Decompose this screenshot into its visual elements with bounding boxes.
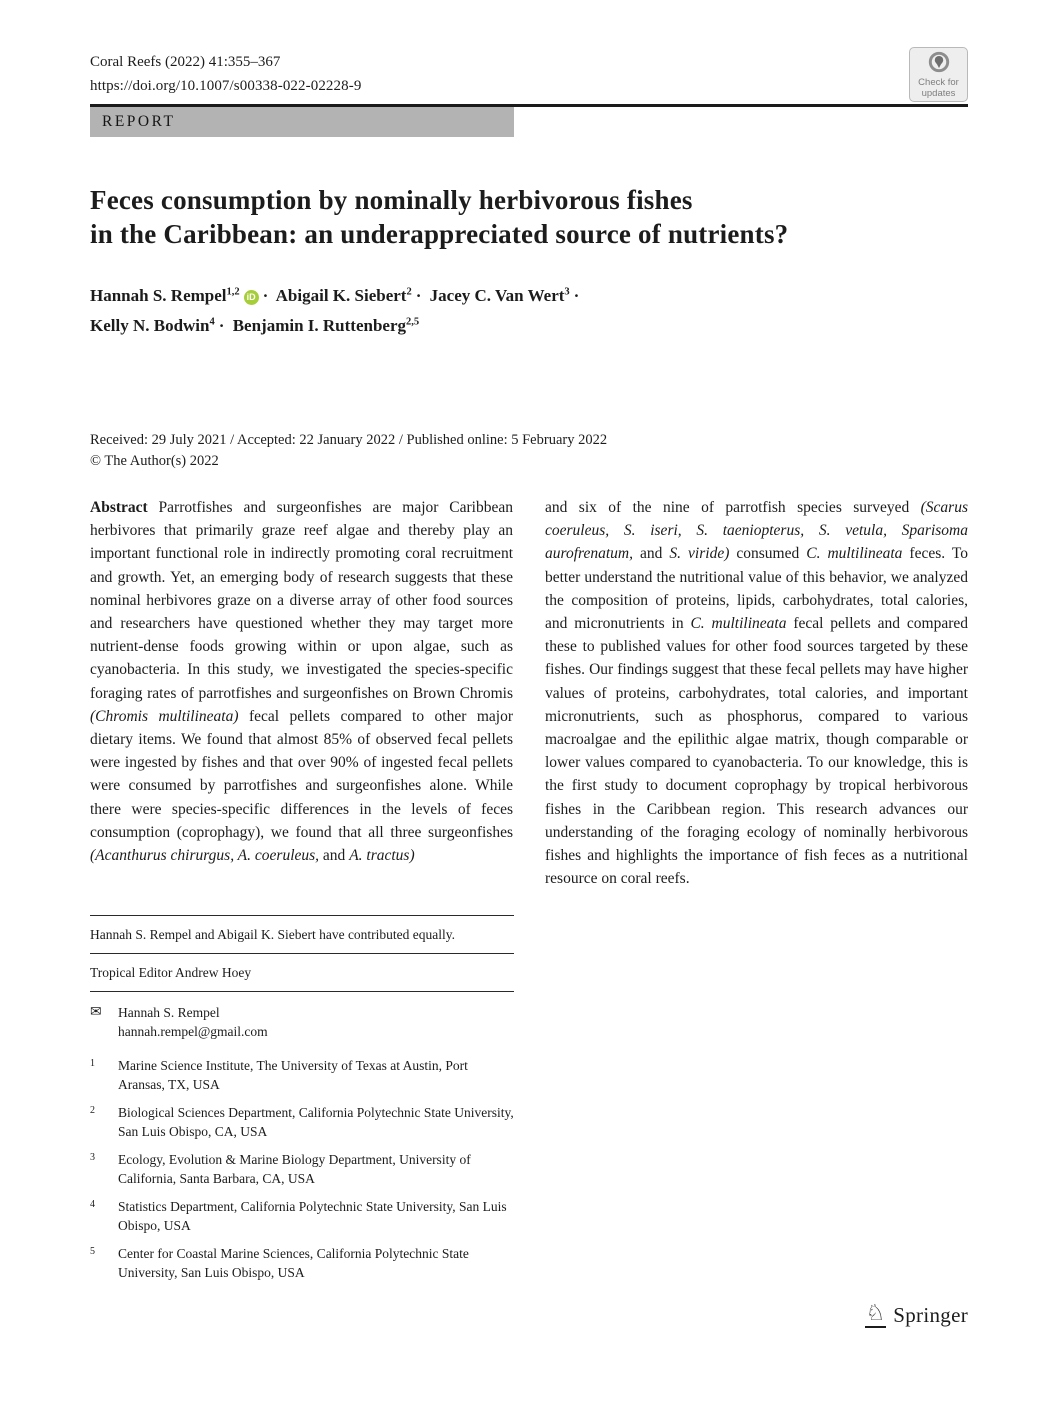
author-separator: ·: [262, 285, 269, 305]
author-name: Abigail K. Siebert: [275, 285, 407, 305]
author: [90, 316, 215, 335]
author: [233, 316, 419, 335]
title-line2: in the Caribbean: an underappreciated source of nutrients?: [90, 219, 789, 249]
affiliation-list: [90, 1056, 514, 1282]
affiliation-number: 2: [90, 1105, 95, 1116]
affiliation-text: Biological Sciences Department, California Polytechnic State University, San Luis Obispo, CA, USA: [118, 1105, 514, 1139]
affiliation-number: 1: [90, 1058, 95, 1069]
doi-link[interactable]: https://doi.org/10.1007/s00338-022-02228-9: [90, 78, 362, 94]
footnote-block: [90, 915, 514, 1291]
author-line2: [90, 309, 950, 340]
affiliation-text: Center for Coastal Marine Sciences, California Polytechnic State University, San Luis Obispo, USA: [118, 1246, 469, 1280]
springer-knight-icon: ♘: [865, 1301, 886, 1326]
affiliation-item: [90, 1197, 514, 1235]
abstract-right-column: and six of the nine of parrotfish species surveyed (Scarus coeruleus, S. iseri, S. taeniopterus, S. vetula, Sparisoma aurofrenatum, and S. viride) consumed C. multilineata feces. To better understand the nutritional value of this behavior, we analyzed the composition of proteins, lipids, carbohydrates, total calories, and micronutrients in C. multilineata fecal pellets and compared these to published values for other food sources targeted by these fishes. Our findings suggest that these fecal pellets may have higher values of proteins, carbohydrates, total calories, and important micronutrients, such as phosphorus, compared to various macroalgae and the epilithic algae matrix, though comparable or lower values compared to cyanobacteria. To our knowledge, this is the first study to document coprophagy by tropical herbivorous fishes in the Caribbean region. This research advances our understanding of the foraging ecology of nominally herbivorous fishes and highlights the importance of fish feces as a nutritional resource on coral reefs.: [545, 499, 968, 888]
affiliation-text: Statistics Department, California Polytechnic State University, San Luis Obispo, USA: [118, 1199, 507, 1233]
author-name: Hannah S. Rempel: [90, 285, 227, 305]
journal-header: [90, 50, 790, 98]
author-separator: ·: [573, 285, 580, 305]
affiliation-text: Ecology, Evolution & Marine Biology Department, University of California, Santa Barbara, CA, USA: [118, 1152, 471, 1186]
orcid-icon[interactable]: iD: [244, 290, 259, 305]
affiliation-number: 4: [90, 1199, 95, 1210]
author-name: Benjamin I. Ruttenberg: [232, 316, 406, 336]
editor-note: Tropical Editor Andrew Hoey: [90, 965, 252, 980]
check-for-updates-badge[interactable]: [909, 47, 968, 102]
article-type-label: REPORT: [102, 113, 176, 130]
author-list: [90, 278, 950, 339]
correspondence-block: [90, 1003, 514, 1041]
author-affiliation-sup: 3: [564, 286, 570, 297]
affiliation-number: 5: [90, 1246, 95, 1257]
correspondence-name: Hannah S. Rempel: [118, 1005, 220, 1020]
journal-citation: Coral Reefs (2022) 41:355–367: [90, 54, 281, 70]
author-affiliation-sup: 4: [209, 316, 215, 328]
received-accepted-line: Received: 29 July 2021 / Accepted: 22 January 2022 / Published online: 5 February 2022: [90, 432, 608, 448]
author-separator: ·: [415, 285, 422, 305]
abstract-left-column: Abstract Parrotfishes and surgeonfishes are major Caribbean herbivores that primarily graze reef algae and thereby play an important functional role in indirectly promoting coral recruitment and growth. Yet, an emerging body of research suggests that these nominal herbivores graze on a diverse array of other food sources and researchers have questioned whether they may target more nutrient-dense foods growing within or upon algae, such as cyanobacteria. In this study, we investigated the species-specific foraging rates of parrotfishes and surgeonfishes on Brown Chromis (Chromis multilineata) fecal pellets compared to other major dietary items. We found that almost 85% of observed fecal pellets were ingested by fishes and that over 90% of ingested fecal pellets were consumed by parrotfishes and surgeonfishes alone. While there were species-specific differences in the levels of feces consumption (coprophagy), we found that all three surgeonfishes (Acanthurus chirurgus, A. coeruleus, and A. tractus): [90, 499, 514, 865]
affiliation-text: Marine Science Institute, The University of Texas at Austin, Port Aransas, TX, USA: [118, 1058, 468, 1092]
correspondence-email[interactable]: hannah.rempel@gmail.com: [118, 1024, 268, 1039]
affiliation-item: [90, 1150, 514, 1188]
publisher-logo: [865, 1303, 968, 1328]
author-affiliation-sup: 2,5: [406, 316, 420, 328]
crossmark-icon: [928, 51, 950, 78]
title-line1: Feces consumption by nominally herbivorous fishes: [90, 185, 693, 215]
publisher-name: Springer: [893, 1303, 968, 1327]
author: [430, 286, 570, 305]
affiliation-item: [90, 1056, 514, 1094]
article-type-banner: [90, 107, 514, 137]
copyright-line: © The Author(s) 2022: [90, 453, 219, 469]
envelope-icon: ✉: [90, 1004, 102, 1020]
check-updates-label-line2: updates: [921, 87, 956, 99]
equal-contribution-note: Hannah S. Rempel and Abigail K. Siebert have contributed equally.: [90, 927, 456, 942]
author-affiliation-sup: 2: [406, 286, 412, 297]
author-name: Kelly N. Bodwin: [90, 316, 210, 336]
footnote-divider: [90, 991, 514, 992]
page-title: [90, 183, 950, 251]
publication-history: [90, 430, 968, 472]
author-separator: ·: [218, 316, 225, 336]
author-line1: [90, 278, 950, 309]
affiliation-number: 3: [90, 1152, 95, 1163]
affiliation-item: [90, 1244, 514, 1282]
affiliation-item: [90, 1103, 514, 1141]
author: [90, 286, 240, 305]
author-affiliation-sup: 1,2: [226, 286, 240, 297]
abstract-columns: [90, 496, 968, 890]
author-name: Jacey C. Van Wert: [429, 285, 565, 305]
author: [276, 286, 412, 305]
check-updates-label-line1: Check for: [918, 77, 959, 88]
